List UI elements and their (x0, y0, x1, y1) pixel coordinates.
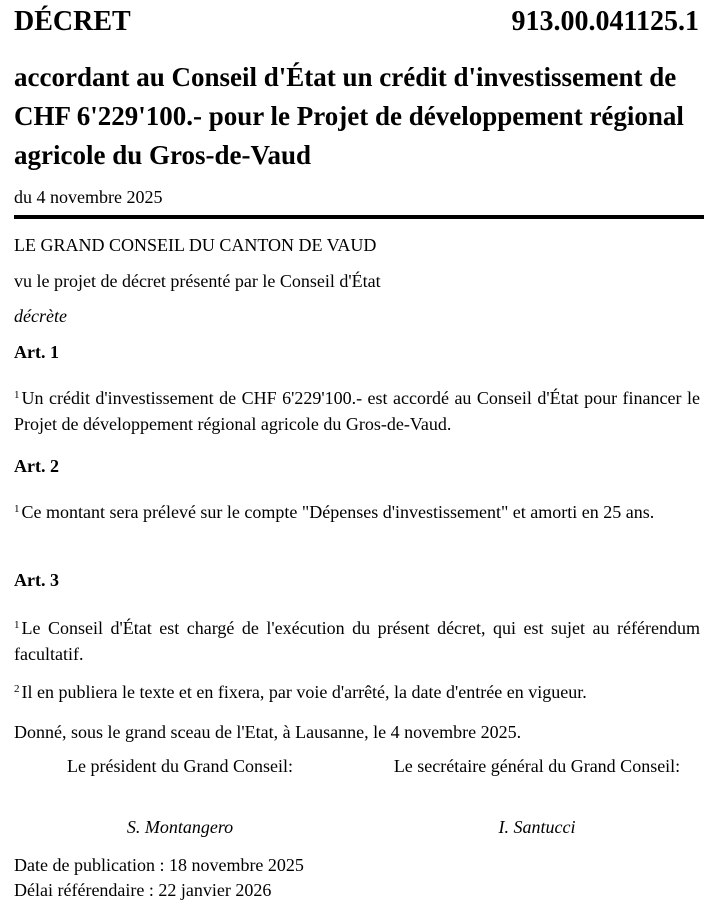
publication-date: Date de publication : 18 novembre 2025 (14, 855, 304, 875)
secretary-role: Le secrétaire général du Grand Conseil: (393, 756, 681, 776)
paragraph-number: 1 (14, 619, 20, 631)
paragraph-text: Ce montant sera prélevé sur le compte "Dépenses d'investissement" et amorti en 25 ans. (21, 502, 655, 522)
paragraph-text: Le Conseil d'État est chargé de l'exécution du présent décret, qui est sujet au référendum facultatif. (14, 618, 700, 664)
paragraph-number: 2 (14, 683, 20, 695)
paragraph-text: Un crédit d'investissement de CHF 6'229'100.- est accordé au Conseil d'État pour financer le Projet de développement régional agricole du Gros-de-Vaud. (14, 388, 700, 434)
article-3-paragraph-1 (14, 612, 700, 667)
given-at-clause: Donné, sous le grand sceau de l'Etat, à Lausanne, le 4 novembre 2025. (14, 722, 522, 742)
article-3-paragraph-2 (14, 676, 700, 705)
secretary-name: I. Santucci (498, 817, 576, 837)
decree-title: accordant au Conseil d'État un crédit d'investissement de CHF 6'229'100.- pour le Projet de développement régional agricole du Gros-de-Vaud (14, 62, 684, 170)
document-type-label: DÉCRET (14, 6, 131, 37)
president-name: S. Montangero (126, 817, 234, 837)
considering-clause: vu le projet de décret présenté par le Conseil d'État (14, 271, 381, 291)
decree-date: du 4 novembre 2025 (14, 187, 163, 207)
paragraph-text: Il en publiera le texte et en fixera, par voie d'arrêté, la date d'entrée en vigueur. (21, 682, 587, 702)
header-divider (14, 215, 704, 219)
article-1-paragraph-1 (14, 382, 700, 437)
enacting-authority: LE GRAND CONSEIL DU CANTON DE VAUD (14, 235, 377, 255)
article-3-heading: Art. 3 (14, 570, 59, 590)
president-role: Le président du Grand Conseil: (67, 756, 293, 776)
article-1-heading: Art. 1 (14, 342, 59, 362)
decrees-word: décrète (14, 306, 67, 326)
referendum-deadline: Délai référendaire : 22 janvier 2026 (14, 880, 272, 900)
paragraph-number: 1 (14, 503, 20, 515)
article-2-paragraph-1 (14, 496, 700, 525)
document-number: 913.00.041125.1 (511, 6, 699, 37)
paragraph-number: 1 (14, 389, 20, 401)
article-2-heading: Art. 2 (14, 456, 59, 476)
